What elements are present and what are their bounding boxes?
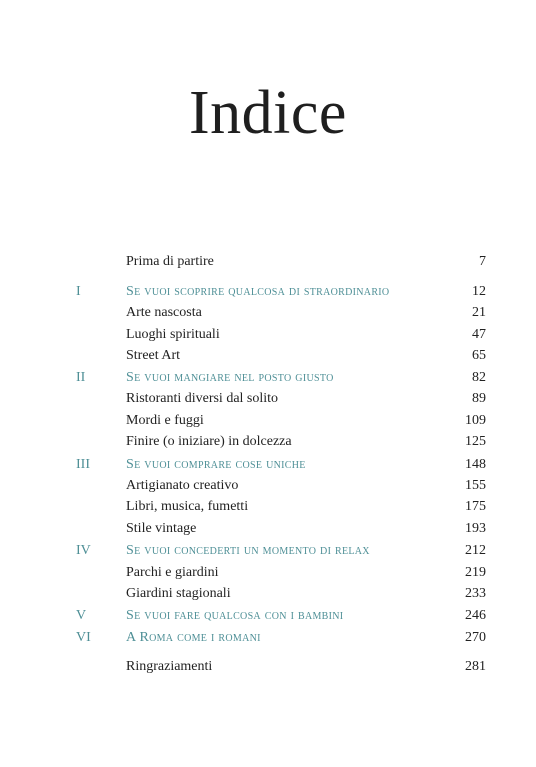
section-title: Se vuoi concederti un momento di relax bbox=[126, 543, 370, 558]
page-number: 155 bbox=[465, 478, 486, 493]
entry-title: Mordi e fuggi bbox=[126, 413, 204, 428]
entry-title: Artigianato creativo bbox=[126, 478, 239, 493]
page-number: 246 bbox=[465, 608, 486, 623]
entry-title: Giardini stagionali bbox=[126, 586, 231, 601]
section-number: V bbox=[76, 608, 87, 623]
toc-section-row bbox=[0, 606, 536, 626]
toc-entry-row bbox=[0, 584, 536, 604]
section-number: III bbox=[76, 457, 90, 472]
page-number: 175 bbox=[465, 499, 486, 514]
page-number: 233 bbox=[465, 586, 486, 601]
toc-section-row bbox=[0, 368, 536, 388]
page-number: 82 bbox=[472, 370, 486, 385]
page-number: 65 bbox=[472, 348, 486, 363]
toc-section-row bbox=[0, 455, 536, 475]
toc-entry-row bbox=[0, 325, 536, 345]
toc-entry-row bbox=[0, 252, 536, 272]
entry-title: Luoghi spirituali bbox=[126, 327, 220, 342]
page-number: 7 bbox=[479, 254, 486, 269]
toc-entry-row bbox=[0, 497, 536, 517]
section-title: Se vuoi scoprire qualcosa di straordinario bbox=[126, 284, 390, 299]
section-number: IV bbox=[76, 543, 91, 558]
toc-section-row bbox=[0, 282, 536, 302]
toc-entry-row bbox=[0, 389, 536, 409]
entry-title: Ristoranti diversi dal solito bbox=[126, 391, 279, 406]
toc-entry-row bbox=[0, 346, 536, 366]
page-number: 148 bbox=[465, 457, 486, 472]
entry-title: Ringraziamenti bbox=[126, 659, 213, 674]
section-title: Se vuoi fare qualcosa con i bambini bbox=[126, 608, 344, 623]
entry-title: Arte nascosta bbox=[126, 305, 202, 320]
toc-entry-row bbox=[0, 657, 536, 677]
entry-title: Prima di partire bbox=[126, 254, 214, 269]
page-number: 193 bbox=[465, 521, 486, 536]
page-number: 47 bbox=[472, 327, 486, 342]
toc-entry-row bbox=[0, 411, 536, 431]
entry-title: Parchi e giardini bbox=[126, 565, 219, 580]
section-title: Se vuoi comprare cose uniche bbox=[126, 457, 306, 472]
toc-entry-row bbox=[0, 303, 536, 323]
section-title: Se vuoi mangiare nel posto giusto bbox=[126, 370, 334, 385]
page-number: 270 bbox=[465, 630, 486, 645]
entry-title: Finire (o iniziare) in dolcezza bbox=[126, 434, 292, 449]
entry-title: Stile vintage bbox=[126, 521, 197, 536]
page-number: 212 bbox=[465, 543, 486, 558]
toc-entry-row bbox=[0, 476, 536, 496]
page-number: 12 bbox=[472, 284, 486, 299]
page-title: Indice bbox=[189, 79, 347, 147]
page-number: 89 bbox=[472, 391, 486, 406]
toc-entry-row bbox=[0, 432, 536, 452]
section-title: A Roma come i romani bbox=[126, 630, 261, 645]
section-number: VI bbox=[76, 630, 91, 645]
toc-entry-row bbox=[0, 519, 536, 539]
section-number: II bbox=[76, 370, 86, 385]
toc-entry-row bbox=[0, 563, 536, 583]
toc-section-row bbox=[0, 628, 536, 648]
section-number: I bbox=[76, 284, 81, 299]
entry-title: Libri, musica, fumetti bbox=[126, 499, 249, 514]
page-number: 125 bbox=[465, 434, 486, 449]
page-number: 109 bbox=[465, 413, 486, 428]
page-number: 219 bbox=[465, 565, 486, 580]
page-number: 21 bbox=[472, 305, 486, 320]
toc-section-row bbox=[0, 541, 536, 561]
page-number: 281 bbox=[465, 659, 486, 674]
entry-title: Street Art bbox=[126, 348, 181, 363]
